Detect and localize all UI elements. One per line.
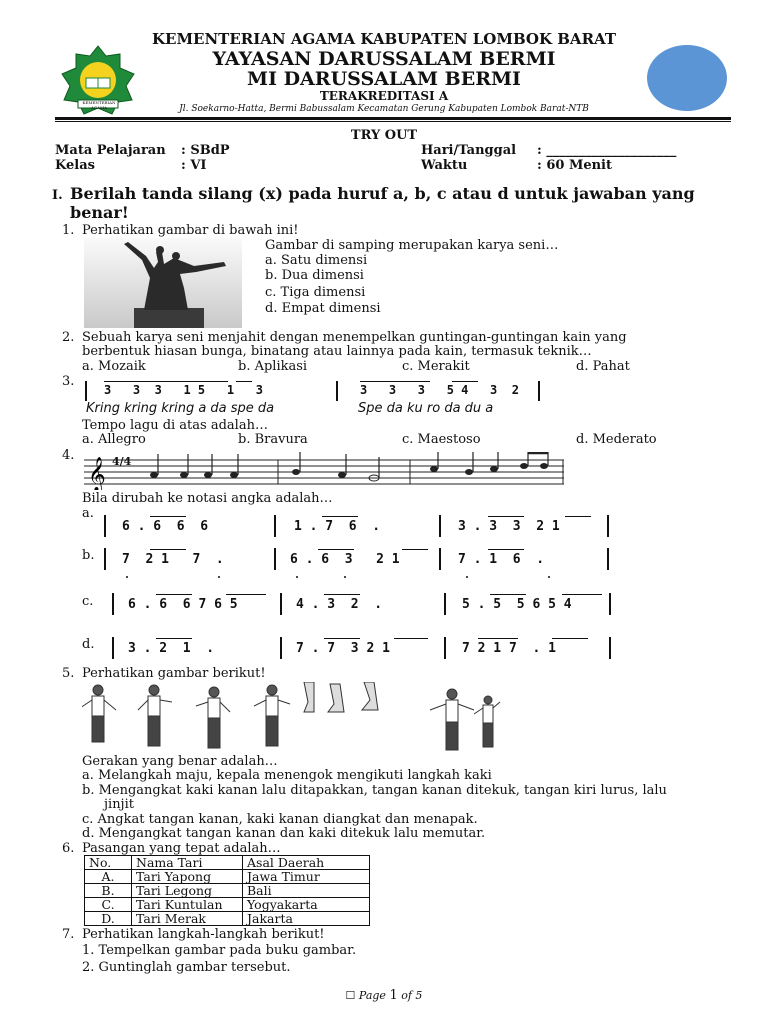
q4-number: 4. — [62, 448, 75, 463]
section-instruction: Berilah tanda silang (x) pada huruf a, b, c atau d untuk jawaban yang — [70, 184, 695, 203]
barline — [104, 515, 106, 537]
q1-option-a[interactable]: a. Satu dimensi — [265, 253, 368, 268]
statue-photo — [84, 238, 242, 328]
header-school: MI DARUSSALAM BERMI — [247, 68, 521, 90]
q4-text: Bila dirubah ke notasi angka adalah… — [82, 491, 333, 506]
date-label: Hari/Tanggal — [421, 143, 517, 158]
page-number: 1 — [389, 988, 398, 1003]
barline — [609, 637, 611, 659]
table-header: No. — [85, 856, 132, 870]
low-dot — [548, 576, 550, 578]
section-instruction-cont: benar! — [70, 203, 129, 222]
q7-number: 7. — [62, 927, 75, 942]
q1-option-d[interactable]: d. Empat dimensi — [265, 301, 381, 316]
barline — [274, 515, 276, 537]
q2-number: 2. — [62, 330, 75, 345]
q4d-bar2: 7 . 7 3 2 1 — [296, 641, 390, 656]
q4-option-b[interactable]: b. — [82, 548, 95, 563]
table-header: Asal Daerah — [243, 856, 370, 870]
table-cell: Tari Merak — [132, 912, 243, 926]
q3-beam — [104, 381, 228, 382]
q3-option-d[interactable]: d. Mederato — [576, 432, 657, 447]
page-word: Page — [358, 989, 386, 1002]
page-footer — [0, 988, 768, 1003]
barline — [280, 593, 282, 615]
beam — [488, 549, 524, 550]
low-dot — [126, 576, 128, 578]
barline — [280, 637, 282, 659]
table-cell: Jakarta — [243, 912, 370, 926]
time-signature: 4/4 — [112, 455, 132, 468]
q7-step-1: 1. Tempelkan gambar pada buku gambar. — [82, 943, 357, 958]
class-value: : VI — [181, 158, 207, 173]
q1-number: 1. — [62, 223, 75, 238]
q4c-bar1: 6 . 6 6 7 6 5 — [128, 597, 238, 612]
dance-table — [84, 855, 370, 926]
beam — [488, 516, 524, 517]
q5-option-c[interactable]: c. Angkat tangan kanan, kaki kanan diangkat dan menapak. — [82, 812, 478, 827]
q3-text: Tempo lagu di atas adalah… — [82, 418, 268, 433]
q5-option-a[interactable]: a. Melangkah maju, kepala menengok mengikuti langkah kaki — [82, 768, 492, 783]
header-address: Jl. Soekarno-Hatta, Bermi Babussalam Kecamatan Gerung Kabupaten Lombok Barat-NTB — [179, 104, 589, 114]
barline — [439, 548, 441, 570]
q6-number: 6. — [62, 841, 75, 856]
beam — [478, 638, 518, 639]
header-rule — [55, 117, 731, 120]
q4a-bar1: 6 . 6 6 6 — [122, 519, 209, 534]
q4d-bar3: 7 2 1 7 . 1 — [462, 641, 556, 656]
low-dot — [218, 576, 220, 578]
barline — [609, 593, 611, 615]
barline — [607, 548, 609, 570]
beam — [394, 638, 428, 639]
low-dot — [466, 576, 468, 578]
class-label: Kelas — [55, 158, 95, 173]
q3-number: 3. — [62, 374, 75, 389]
svg-text:𝄞: 𝄞 — [88, 457, 106, 490]
low-dot — [344, 576, 346, 578]
header-foundation: YAYASAN DARUSSALAM BERMI — [212, 48, 556, 70]
q5-number: 5. — [62, 666, 75, 681]
table-header: Nama Tari — [132, 856, 243, 870]
barline — [444, 593, 446, 615]
section-number: I. — [52, 188, 63, 203]
barline — [104, 548, 106, 570]
q5-text: Perhatikan gambar berikut! — [82, 666, 266, 681]
table-cell: Tari Yapong — [132, 870, 243, 884]
barline — [444, 637, 446, 659]
q7-step-2: 2. Guntinglah gambar tersebut. — [82, 960, 291, 975]
beam — [324, 638, 360, 639]
low-dot — [296, 576, 298, 578]
q5-option-b[interactable]: b. Mengangkat kaki kanan lalu ditapakkan, tangan kanan ditekuk, tangan kiri lurus, lalu — [82, 783, 667, 798]
subject-label: Mata Pelajaran — [55, 143, 166, 158]
q4b-bar1: 7 2 1 7 . — [122, 552, 224, 567]
q4b-bar2: 6 . 6 3 2 1 — [290, 552, 400, 567]
beam — [318, 549, 354, 550]
barline — [439, 515, 441, 537]
beam — [156, 594, 192, 595]
q2-text: Sebuah karya seni menjahit dengan menempelkan guntingan-guntingan kain yang — [82, 330, 627, 345]
q4a-bar2: 1 . 7 6 . — [294, 519, 381, 534]
time-label: Waktu — [421, 158, 468, 173]
beam — [402, 549, 428, 550]
q4-option-c[interactable]: c. — [82, 594, 94, 609]
table-row[interactable] — [85, 884, 370, 898]
music-staff — [84, 452, 564, 490]
table-cell: Tari Kuntulan — [132, 898, 243, 912]
date-value: : ____________________ — [537, 143, 677, 158]
q4a-bar3: 3 . 3 3 2 1 — [458, 519, 560, 534]
beam — [565, 516, 591, 517]
beam — [562, 594, 602, 595]
q3-option-b[interactable]: b. Bravura — [238, 432, 308, 447]
q3-beam — [360, 381, 430, 382]
q5-option-d[interactable]: d. Mengangkat tangan kanan dan kaki ditekuk lalu memutar. — [82, 826, 486, 841]
table-cell: A. — [85, 870, 132, 884]
q1-option-b[interactable]: b. Dua dimensi — [265, 268, 364, 283]
time-value: : 60 Menit — [537, 158, 612, 173]
q2-option-c[interactable]: c. Merakit — [402, 359, 470, 374]
q3-lyrics-right: Spe da ku ro da du a — [358, 401, 494, 416]
q1-option-c[interactable]: c. Tiga dimensi — [265, 285, 366, 300]
beam — [226, 594, 266, 595]
header-accreditation: TERAKREDITASI A — [319, 89, 449, 103]
q3-notes-left: 3 3 3 1 5 1 3 — [104, 383, 263, 397]
barline — [274, 548, 276, 570]
q2-text-cont: berbentuk hiasan bunga, binatang atau lainnya pada kain, termasuk teknik… — [82, 344, 592, 359]
table-row[interactable] — [85, 912, 370, 926]
header-ministry: KEMENTERIAN AGAMA KABUPATEN LOMBOK BARAT — [151, 30, 617, 48]
q3-beam — [452, 381, 478, 382]
table-cell: Jawa Timur — [243, 870, 370, 884]
table-cell: Yogyakarta — [243, 898, 370, 912]
header-rule-thin — [55, 121, 731, 122]
q3-barline — [336, 381, 338, 401]
beam — [150, 549, 186, 550]
q7-text: Perhatikan langkah-langkah berikut! — [82, 927, 325, 942]
q3-option-c[interactable]: c. Maestoso — [402, 432, 481, 447]
q5-question: Gerakan yang benar adalah… — [82, 754, 278, 769]
dance-figures — [82, 682, 502, 754]
subject-value: : SBdP — [181, 143, 230, 158]
q4-option-a[interactable]: a. — [82, 506, 94, 521]
table-header-row — [85, 856, 370, 870]
q2-option-d[interactable]: d. Pahat — [576, 359, 630, 374]
table-cell: Tari Legong — [132, 884, 243, 898]
q3-lyrics-left: Kring kring kring a da spe da — [86, 401, 275, 416]
beam — [552, 638, 588, 639]
q4b-bar3: 7 . 1 6 . — [458, 552, 545, 567]
q1-text: Perhatikan gambar di bawah ini! — [82, 223, 299, 238]
barline — [112, 637, 114, 659]
q3-beam — [236, 381, 252, 382]
q6-text: Pasangan yang tepat adalah… — [82, 841, 281, 856]
q3-notes-right: 3 3 3 5 4 3 2 — [360, 383, 519, 397]
beam — [322, 516, 358, 517]
q2-option-b[interactable]: b. Aplikasi — [238, 359, 308, 374]
beam — [490, 594, 526, 595]
barline — [112, 593, 114, 615]
page-total: of 5 — [401, 989, 423, 1002]
table-cell: D. — [85, 912, 132, 926]
q4c-bar3: 5 . 5 5 6 5 4 — [462, 597, 572, 612]
barline — [607, 515, 609, 537]
table-row[interactable] — [85, 870, 370, 884]
q4c-bar2: 4 . 3 2 . — [296, 597, 383, 612]
logo-text: KEMENTERIAN AGAMA — [82, 100, 116, 110]
q4-option-d[interactable]: d. — [82, 637, 95, 652]
beam — [324, 594, 360, 595]
beam — [150, 516, 186, 517]
q5-option-b-cont: jinjit — [104, 797, 134, 812]
table-row[interactable] — [85, 898, 370, 912]
q3-barline — [85, 381, 87, 401]
table-cell: B. — [85, 884, 132, 898]
q4d-bar1: 3 . 2 1 . — [128, 641, 215, 656]
q1-side-text: Gambar di samping merupakan karya seni… — [265, 238, 559, 253]
q3-barline — [538, 381, 540, 401]
q2-option-a[interactable]: a. Mozaik — [82, 359, 146, 374]
checkbox-icon: ☐ — [345, 989, 356, 1002]
q3-option-a[interactable]: a. Allegro — [82, 432, 146, 447]
table-cell: Bali — [243, 884, 370, 898]
table-cell: C. — [85, 898, 132, 912]
exam-title: TRY OUT — [350, 128, 418, 143]
beam — [156, 638, 192, 639]
